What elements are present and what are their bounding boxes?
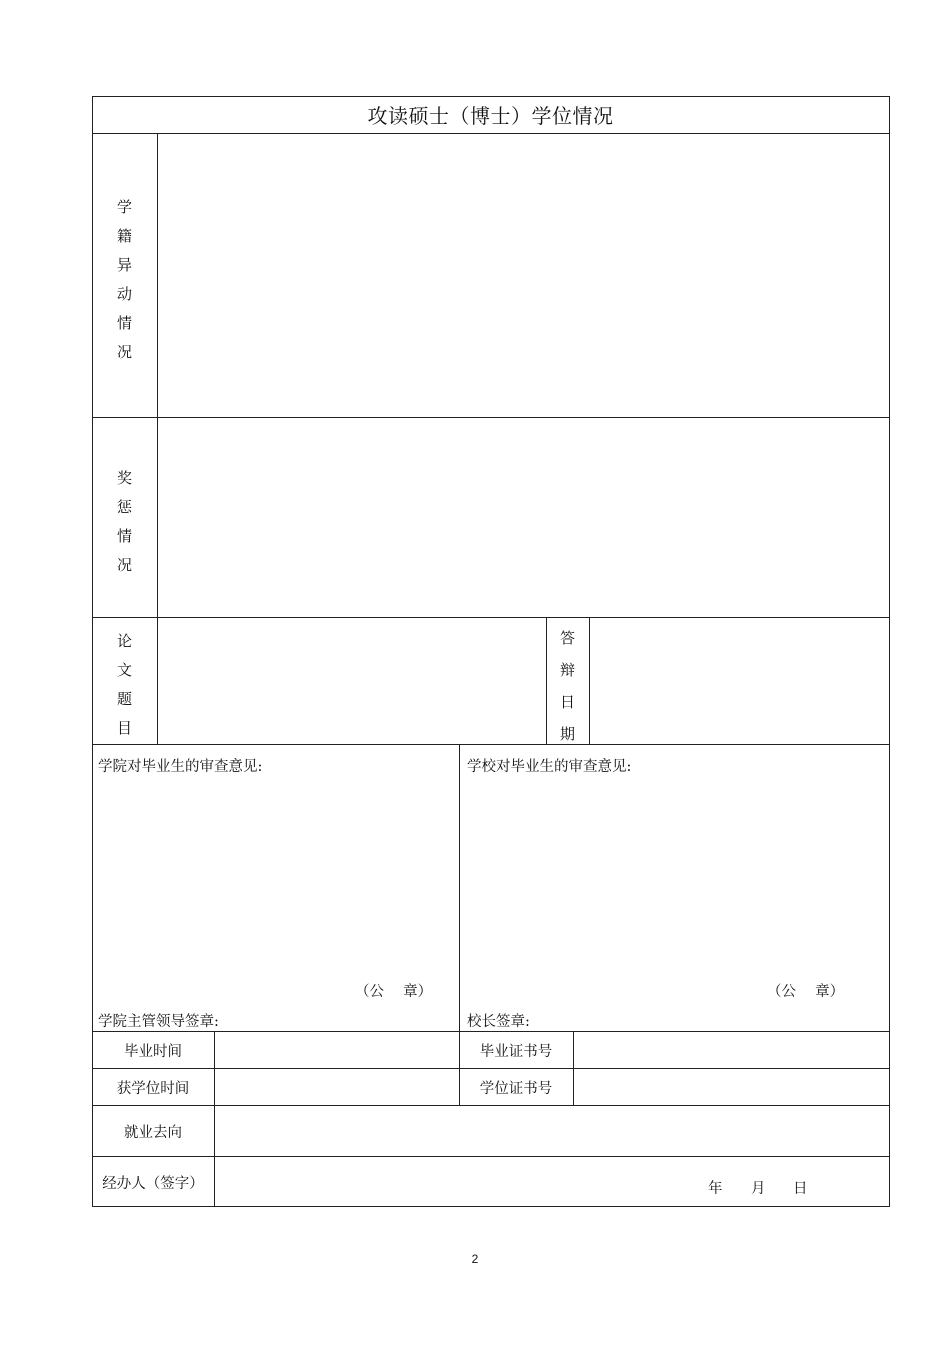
status-change-label: 学 籍 异 动 情 况: [116, 198, 132, 361]
school-review-field[interactable]: [460, 780, 888, 975]
college-leader-signature: 学院主管领导签章:: [98, 1014, 219, 1030]
handler-label: 经办人（签字）: [102, 1175, 204, 1192]
college-review-field[interactable]: [93, 780, 458, 975]
defense-date-label: 答 辩 日 期: [559, 629, 575, 743]
school-review-label: 学校对毕业生的审查意见:: [467, 759, 632, 775]
graduation-time-label: 毕业时间: [124, 1043, 182, 1060]
form-title: 攻读硕士（博士）学位情况: [367, 104, 614, 128]
rewards-field[interactable]: [158, 418, 888, 616]
rewards-label: 奖 惩 情 况: [116, 469, 132, 574]
degree-time-field[interactable]: [215, 1069, 459, 1104]
date-day: 日: [793, 1181, 808, 1197]
defense-date-field[interactable]: [590, 618, 888, 743]
graduation-cert-label: 毕业证书号: [479, 1043, 553, 1060]
college-review-label: 学院对毕业生的审查意见:: [98, 759, 263, 775]
school-seal: （公 章）: [767, 984, 845, 1000]
page-number: 2: [471, 1252, 479, 1266]
degree-cert-label: 学位证书号: [479, 1080, 553, 1097]
president-signature: 校长签章:: [467, 1014, 530, 1030]
college-seal: （公 章）: [355, 984, 433, 1000]
degree-cert-field[interactable]: [574, 1069, 888, 1104]
employment-field[interactable]: [215, 1106, 888, 1155]
graduation-time-field[interactable]: [215, 1032, 459, 1067]
graduation-cert-field[interactable]: [574, 1032, 888, 1067]
handler-signature-field[interactable]: [215, 1157, 695, 1206]
date-month: 月: [751, 1181, 766, 1197]
thesis-title-field[interactable]: [158, 618, 546, 743]
date-year: 年: [708, 1181, 723, 1197]
employment-label: 就业去向: [124, 1124, 182, 1141]
divider: [92, 744, 889, 745]
status-change-field[interactable]: [158, 134, 888, 416]
degree-time-label: 获学位时间: [116, 1080, 190, 1097]
thesis-label: 论 文 题 目: [116, 632, 132, 737]
